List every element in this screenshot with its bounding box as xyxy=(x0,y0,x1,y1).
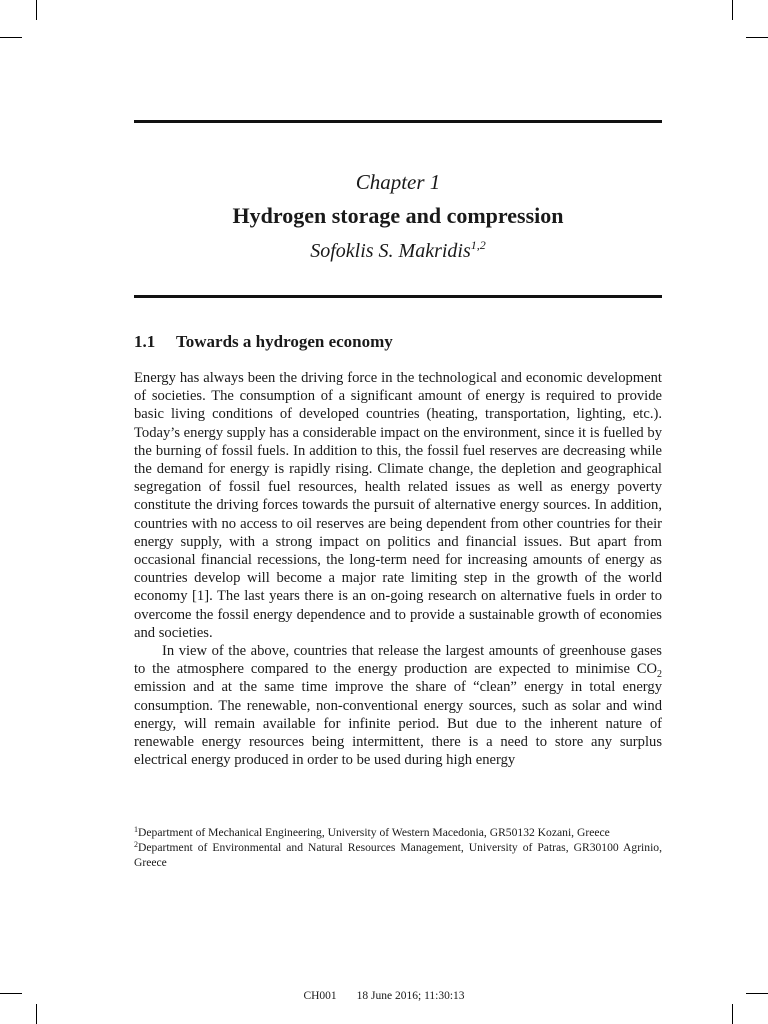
crop-mark-bottom-left-vertical xyxy=(36,1004,37,1024)
footnote-1 xyxy=(134,825,662,840)
co2-subscript: 2 xyxy=(657,669,662,681)
body-paragraph-2 xyxy=(134,642,662,769)
chapter-author xyxy=(134,240,662,263)
footer-code: CH001 xyxy=(303,990,337,1002)
crop-mark-top-right-vertical xyxy=(732,0,733,20)
section-number: 1.1 xyxy=(134,332,156,351)
paragraph-2-text-a: In view of the above, countries that release the largest amounts of greenhouse gases to the atmosphere compared to the energy production are expected to minimise CO xyxy=(134,643,662,678)
crop-mark-bottom-right-vertical xyxy=(732,1004,733,1024)
footnote-2-text: Department of Environmental and Natural Resources Management, University of Patras, GR30100 Agrinio, Greece xyxy=(134,841,662,869)
section-title: Towards a hydrogen economy xyxy=(176,332,393,351)
footnotes xyxy=(134,825,662,870)
author-affiliation-marks: 1,2 xyxy=(470,238,486,252)
crop-mark-top-right-horizontal xyxy=(746,37,768,38)
body-text xyxy=(134,369,662,769)
crop-mark-top-left-vertical xyxy=(36,0,37,20)
footnote-2-mark: 2 xyxy=(134,840,138,849)
footnote-1-mark: 1 xyxy=(134,825,138,834)
paragraph-2-text-b: emission and at the same time improve the share of “clean” energy in total energy consumption. The renewable, non-conventional energy sources, such as solar and wind energy, will remain available for infinite period. But due to the inherent nature of renewable energy resources being intermittent, there is a need to store any surplus electrical energy produced in order to be used during high energy xyxy=(134,679,662,769)
chapter-bottom-rule xyxy=(134,295,662,298)
chapter-title: Hydrogen storage and compression xyxy=(232,203,564,228)
body-paragraph-1: Energy has always been the driving force in the technological and economic development of societies. The consumption of a significant amount of energy is required to provide basic living conditions of developed countries (heating, transportation, lighting, etc.). Today’s energy supply has a considerable impact on the environment, since it is fuelled by the burning of fossil fuels. In addition to this, the fossil fuel reserves are decreasing while the demand for energy is rapidly rising. Climate change, the depletion and geographical segregation of fossil fuel resources, health related issues as well as energy poverty constitute the driving forces towards the pursuit of alternative energy sources. In addition, countries with no access to oil reserves are being dependent from other countries for their energy supply, with a strong impact on politics and financial issues. But apart from occasional financial recessions, the long-term need for increasing amounts of energy as countries develop will become a major rate limiting step in the growth of the world economy [1]. The last years there is an on-going research on alternative fuels in order to overcome the fossil energy dependence and to provide a sustainable growth of economies and societies. xyxy=(134,370,662,641)
chapter-top-rule xyxy=(134,120,662,123)
crop-mark-top-left-horizontal xyxy=(0,37,22,38)
footnote-2 xyxy=(134,840,662,870)
page-footer xyxy=(0,990,768,1002)
footer-timestamp: 18 June 2016; 11:30:13 xyxy=(356,990,465,1002)
author-name: Sofoklis S. Makridis xyxy=(310,240,471,262)
chapter-label: Chapter 1 xyxy=(355,170,441,194)
section-heading xyxy=(134,332,393,352)
footnote-1-text: Department of Mechanical Engineering, University of Western Macedonia, GR50132 Kozani, Greece xyxy=(138,826,610,839)
